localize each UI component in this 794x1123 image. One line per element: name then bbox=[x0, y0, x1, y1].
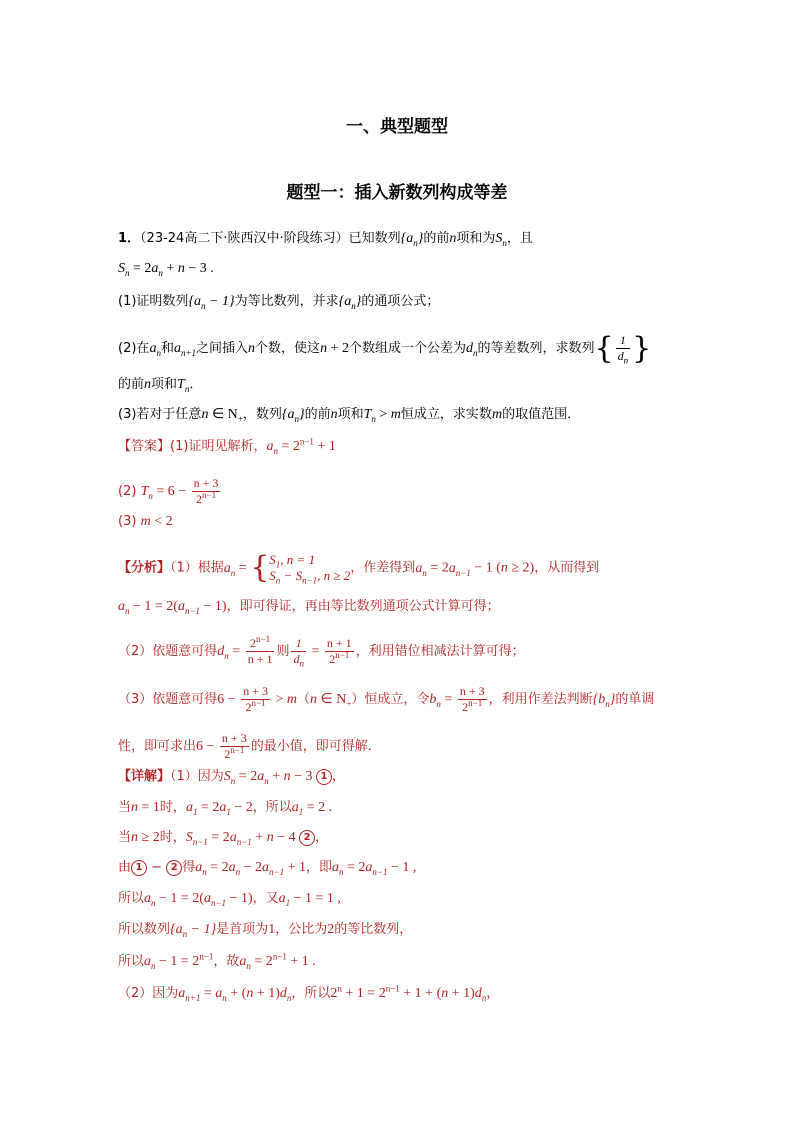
circled-one-icon: 1 bbox=[131, 860, 147, 876]
problem-equation: $S_n = 2a_n + n - 3$ . bbox=[118, 261, 214, 278]
detail-8: （2）因为$a_{n+1} = a_n + (n + 1)d_n$，所以$2^n + 1 = 2^{n-1} + 1 + (n + 1)d_n$， bbox=[118, 983, 500, 1003]
analysis-3: （2）依题意可得$d_n$ = $\frac{2^{n-1}}{n + 1}$ 则 $\frac{1}{d_n}$ = $\frac{n + 1}{2^{n-1}}$ ，利用错位相减法计算可得； bbox=[118, 634, 525, 669]
detail-3: 当n ≥ 2时，$S_{n-1} = 2a_{n-1} + n - 4$ 2 ， bbox=[118, 830, 329, 847]
answer-1: 【答案】(1)证明见解析，$a_n = 2^{n-1} + 1$ bbox=[118, 436, 336, 456]
answer-3: (3) m < 2 bbox=[118, 514, 173, 529]
analysis-5: 性，即可求出6 − $\frac{n + 3}{2^{n-1}}$ 的最小值，即可得解． bbox=[118, 731, 381, 761]
detail-2: 当n = 1时，$a_1 = 2a_1 - 2$，所以$a_1 = 2$ . bbox=[118, 800, 333, 817]
question-1: (1)证明数列$\{a_n - 1\}$为等比数列，并求$\{a_n\}$的通项公式； bbox=[118, 294, 440, 311]
circled-two-icon: 2 bbox=[166, 860, 182, 876]
analysis-1: 【分析】（1）根据$a_n$ = { $S_1$, n = 1 $S_n - S_{n-1}$, n ≥ 2 ，作差得到$a_n = 2a_{n-1} - 1$ (n ≥ 2)，从而得到 bbox=[118, 550, 600, 586]
question-3: (3)若对于任意n ∈ $N_+$，数列$\{a_n\}$的前n项和$T_n > m$恒成立，求实数m的取值范围． bbox=[118, 407, 581, 424]
answer-2: (2) $T_n = 6$ − $\frac{n + 3}{2^{n-1}}$ bbox=[118, 476, 219, 506]
question-2: (2)在$a_n$和$a_{n+1}$之间插入n个数，使这n + 2个数组成一个公差为$d_n$的等差数列，求数列{ $\frac{1}{d_n}$ } bbox=[118, 330, 652, 366]
problem-stem-line: 1．（23-24高二下·陕西汉中·阶段练习）已知数列$\{a_n\}$的前n项和为$S_n$，且 bbox=[118, 231, 533, 248]
detail-4: 由 1 − 2 得$a_n = 2a_n - 2a_{n-1} + 1$，即$a_n = 2a_{n-1} - 1$ , bbox=[118, 860, 417, 877]
circled-two-icon: 2 bbox=[299, 830, 315, 846]
detail-6: 所以数列$\{a_n - 1\}$是首项为1，公比为2的等比数列， bbox=[118, 922, 413, 939]
analysis-4: （3）依题意可得6 − $\frac{n + 3}{2^{n-1}}$ > m（n ∈ $N_+$）恒成立，令$b_n$ = $\frac{n + 3}{2^{n-1}}$ ，利用作差法判断$\{b_n\}$的单调 bbox=[118, 684, 655, 714]
analysis-2: $a_n - 1 = 2(a_{n-1} - 1)$，即可得证，再由等比数列通项公式计算可得； bbox=[118, 599, 500, 616]
question-2-cont: 的前n项和$T_n$． bbox=[118, 377, 203, 394]
detail-5: 所以$a_n - 1 = 2(a_{n-1} - 1)$，又$a_1 - 1 = 1$ , bbox=[118, 891, 341, 908]
circled-one-icon: 1 bbox=[316, 769, 332, 785]
subsection-heading: 题型一：插入新数列构成等差 bbox=[286, 183, 508, 203]
section-heading: 一、典型题型 bbox=[346, 117, 448, 137]
detail-7: 所以$a_n - 1 = 2^{n-1}$，故$a_n = 2^{n-1} + 1$ . bbox=[118, 951, 316, 971]
detail-1: 【详解】（1）因为$S_n = 2a_n + n - 3$ 1 ， bbox=[118, 769, 346, 786]
